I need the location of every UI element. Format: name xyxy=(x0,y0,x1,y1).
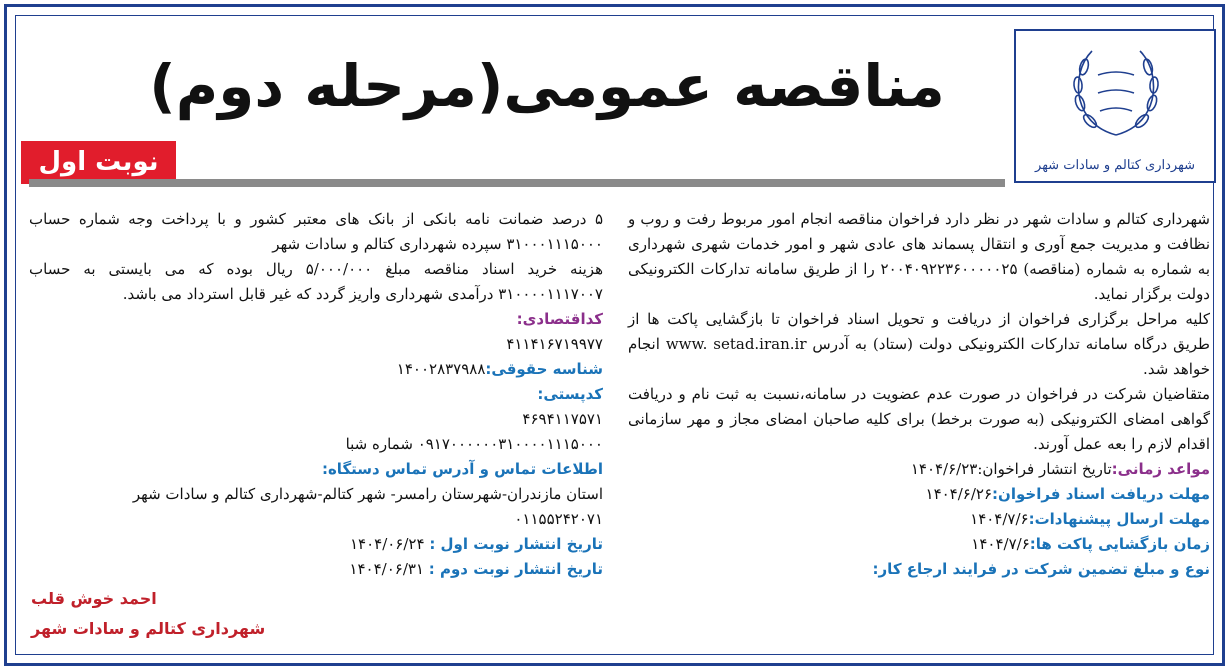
contact-info-label: اطلاعات تماس و آدرس تماس دستگاه: xyxy=(321,460,603,478)
submit-deadline-label: مهلت ارسال پیشنهادات: xyxy=(1028,510,1210,528)
economic-code-label: کداقتصادی: xyxy=(516,310,603,328)
left-column xyxy=(29,207,603,582)
postal-code-value-line xyxy=(29,407,603,432)
receive-deadline-line xyxy=(628,482,1210,507)
document-fee-paragraph: هزینه خرید اسناد مناقصه مبلغ ۵/۰۰۰/۰۰۰ ریال بوده که می بایستی به حساب ۳۱۰۰۰۰۱۱۱۷۰۰۷ درآمدی شهرداری واریز گردد که غیر قابل استرداد می باشد. xyxy=(29,260,603,303)
postal-code-label: کدپستی: xyxy=(537,385,603,403)
first-publication-line xyxy=(29,532,603,557)
guarantee-paragraph: ۵ درصد ضمانت نامه بانکی از بانک های معتبر کشور و با پرداخت وجه شماره حساب ۳۱۰۰۰۱۱۱۵۰۰۰ سپرده شهرداری کتالم و سادات شهر xyxy=(29,210,603,253)
second-publication-value: ۱۴۰۴/۰۶/۳۱ xyxy=(349,560,424,578)
schedule-value: تاریخ انتشار فراخوان:۱۴۰۴/۶/۲۳ xyxy=(910,460,1112,478)
schedule-line xyxy=(628,457,1210,482)
signatory-org: شهرداری کتالم و سادات شهر xyxy=(31,619,266,638)
page-title: مناقصه عمومی(مرحله دوم) xyxy=(149,52,945,120)
opening-time-line xyxy=(628,532,1210,557)
phone-line: ۰۱۱۵۵۲۴۲۰۷۱ xyxy=(514,510,603,528)
municipality-logo xyxy=(1014,29,1216,183)
first-publication-label: تاریخ انتشار نوبت اول : xyxy=(429,535,603,553)
economic-code-value: ۴۱۱۴۱۶۷۱۹۹۷۷ xyxy=(506,335,603,353)
second-publication-line xyxy=(29,557,603,582)
opening-time-value: ۱۴۰۴/۷/۶ xyxy=(971,535,1030,553)
sheba-line xyxy=(29,432,603,457)
notice-frame xyxy=(4,4,1225,666)
tender-process-paragraph: کلیه مراحل برگزاری فراخوان از دریافت و تحویل اسناد فراخوان تا بازگشایی پاکت ها از طریق درگاه سامانه تدارکات الکترونیکی دولت (ستاد) به آدرس www. setad.iran.ir انجام خواهد شد. xyxy=(628,310,1210,378)
economic-code-line xyxy=(29,307,603,332)
laurel-emblem-icon xyxy=(1068,43,1164,143)
first-publication-value: ۱۴۰۴/۰۶/۲۴ xyxy=(349,535,425,553)
submit-deadline-line xyxy=(628,507,1210,532)
title-divider xyxy=(29,179,1005,187)
contact-info-line xyxy=(29,457,603,482)
guarantee-line xyxy=(628,557,1210,582)
address-line: استان مازندران-شهرستان رامسر- شهر کتالم-شهرداری کتالم و سادات شهر xyxy=(132,485,603,503)
schedule-label: مواعد زمانی: xyxy=(1111,460,1210,478)
receive-deadline-label: مهلت دریافت اسناد فراخوان: xyxy=(992,485,1210,503)
receive-deadline-value: ۱۴۰۴/۶/۲۶ xyxy=(925,485,993,503)
submit-deadline-value: ۱۴۰۴/۷/۶ xyxy=(970,510,1029,528)
legal-id-line xyxy=(29,357,603,382)
logo-caption: شهرداری کتالم و سادات شهر xyxy=(1035,158,1195,173)
registration-paragraph: متقاضیان شرکت در فراخوان در صورت عدم عضویت در سامانه،نسبت به ثبت نام و دریافت گواهی امضای الکترونیکی (به صورت برخط) برای کلیه صاحبان امضای مجاز و مهر سازمانی اقدام لازم را بعه عمل آورند. xyxy=(628,385,1210,453)
postal-code-line xyxy=(29,382,603,407)
signatory-name: احمد خوش قلب xyxy=(31,589,157,608)
sheba-value: ۰۹۱۷۰۰۰۰۰۰۳۱۰۰۰۰۱۱۱۵۰۰۰ شماره شبا xyxy=(345,435,603,453)
second-publication-label: تاریخ انتشار نوبت دوم : xyxy=(428,560,603,578)
postal-code-value: ۴۶۹۴۱۱۷۵۷۱ xyxy=(522,410,603,428)
right-column xyxy=(628,207,1210,582)
opening-time-label: زمان بازگشایی پاکت ها: xyxy=(1029,535,1210,553)
tender-intro-paragraph: شهرداری کتالم و سادات شهر در نظر دارد فراخوان مناقصه انجام امور مربوط رفت و روب و نظافت و مدیریت جمع آوری و انتقال پسماند های عادی شهر و امور خدمات شهری شهرداری به شماره به شماره (مناقصه) ۲۰۰۴۰۹۲۲۳۶۰۰۰۰۰۲۵ را از طریق سامانه تدارکات الکترونیکی دولت برگزار نماید. xyxy=(628,210,1211,303)
economic-code-value-line xyxy=(29,332,603,357)
legal-id-label: شناسه حقوقی: xyxy=(485,360,603,378)
round-badge: نوبت اول xyxy=(21,141,176,184)
guarantee-label: نوع و مبلغ تضمین شرکت در فرایند ارجاع کار: xyxy=(872,560,1210,578)
legal-id-value: ۱۴۰۰۲۸۳۷۹۸۸ xyxy=(396,360,486,378)
